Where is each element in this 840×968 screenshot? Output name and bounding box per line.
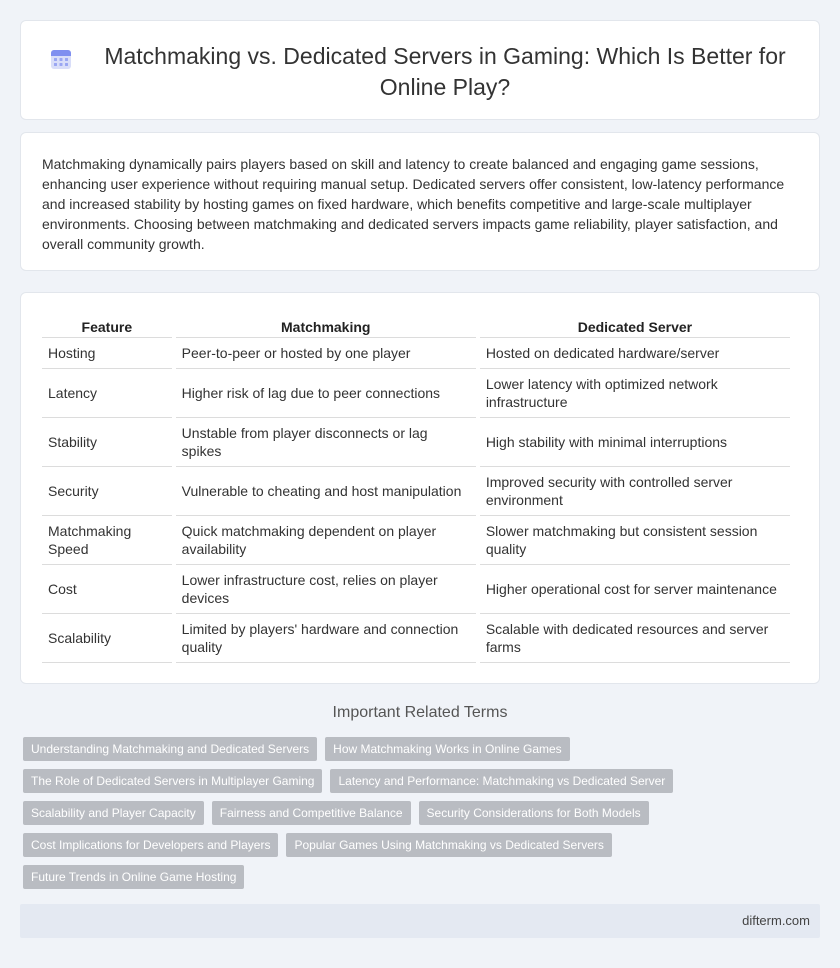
feature-cell: Latency bbox=[42, 369, 172, 418]
related-terms-list bbox=[23, 737, 723, 889]
dedicated-server-cell: Improved security with controlled server environment bbox=[480, 467, 790, 516]
table-card bbox=[20, 292, 820, 684]
table-row bbox=[42, 418, 790, 467]
header-feature: Feature bbox=[42, 314, 172, 338]
table-row bbox=[42, 369, 790, 418]
page-title: Matchmaking vs. Dedicated Servers in Gaming: Which Is Better for Online Play? bbox=[104, 43, 786, 100]
table-row bbox=[42, 614, 790, 663]
related-term-tag[interactable]: Scalability and Player Capacity bbox=[23, 801, 204, 825]
dedicated-server-cell: Hosted on dedicated hardware/server bbox=[480, 338, 790, 369]
intro-card bbox=[20, 132, 820, 271]
header-matchmaking: Matchmaking bbox=[176, 314, 476, 338]
related-term-tag[interactable]: How Matchmaking Works in Online Games bbox=[325, 737, 570, 761]
related-terms-heading: Important Related Terms bbox=[332, 704, 508, 721]
feature-cell: Scalability bbox=[42, 614, 172, 663]
matchmaking-cell: Peer-to-peer or hosted by one player bbox=[176, 338, 476, 369]
related-term-tag[interactable]: The Role of Dedicated Servers in Multiplayer Gaming bbox=[23, 769, 322, 793]
matchmaking-cell: Quick matchmaking dependent on player availability bbox=[176, 516, 476, 565]
related-term-tag[interactable]: Latency and Performance: Matchmaking vs Dedicated Server bbox=[330, 769, 673, 793]
intro-paragraph: Matchmaking dynamically pairs players based on skill and latency to create balanced and engaging game sessions, enhancing user experience without requiring manual setup. Dedicated servers offer consistent, low-latency performance and increased stability by hosting games on fixed hardware, which benefits competitive and large-scale multiplayer environments. Choosing between matchmaking and dedicated servers impacts game reliability, player satisfaction, and overall community growth. bbox=[42, 156, 785, 252]
matchmaking-cell: Lower infrastructure cost, relies on player devices bbox=[176, 565, 476, 614]
table-row bbox=[42, 516, 790, 565]
table-row bbox=[42, 565, 790, 614]
related-term-tag[interactable]: Popular Games Using Matchmaking vs Dedicated Servers bbox=[286, 833, 611, 857]
feature-cell: Security bbox=[42, 467, 172, 516]
related-term-tag[interactable]: Fairness and Competitive Balance bbox=[212, 801, 411, 825]
matchmaking-cell: Unstable from player disconnects or lag spikes bbox=[176, 418, 476, 467]
dedicated-server-cell: Higher operational cost for server maintenance bbox=[480, 565, 790, 614]
feature-cell: Matchmaking Speed bbox=[42, 516, 172, 565]
matchmaking-cell: Limited by players' hardware and connection quality bbox=[176, 614, 476, 663]
table-row bbox=[42, 338, 790, 369]
table-row bbox=[42, 467, 790, 516]
comparison-table bbox=[38, 314, 794, 663]
table-header-row bbox=[42, 314, 790, 338]
feature-cell: Stability bbox=[42, 418, 172, 467]
related-term-tag[interactable]: Future Trends in Online Game Hosting bbox=[23, 865, 244, 889]
header-dedicated-server: Dedicated Server bbox=[480, 314, 790, 338]
matchmaking-cell: Higher risk of lag due to peer connections bbox=[176, 369, 476, 418]
related-term-tag[interactable]: Cost Implications for Developers and Players bbox=[23, 833, 278, 857]
dedicated-server-cell: High stability with minimal interruptions bbox=[480, 418, 790, 467]
feature-cell: Hosting bbox=[42, 338, 172, 369]
footer-bar bbox=[20, 904, 820, 938]
footer-domain-link[interactable]: difterm.com bbox=[742, 913, 810, 928]
dedicated-server-cell: Slower matchmaking but consistent session quality bbox=[480, 516, 790, 565]
matchmaking-cell: Vulnerable to cheating and host manipulation bbox=[176, 467, 476, 516]
calendar-icon bbox=[49, 47, 73, 71]
title-card bbox=[20, 20, 820, 120]
related-term-tag[interactable]: Security Considerations for Both Models bbox=[419, 801, 649, 825]
dedicated-server-cell: Lower latency with optimized network infrastructure bbox=[480, 369, 790, 418]
dedicated-server-cell: Scalable with dedicated resources and server farms bbox=[480, 614, 790, 663]
related-term-tag[interactable]: Understanding Matchmaking and Dedicated Servers bbox=[23, 737, 317, 761]
feature-cell: Cost bbox=[42, 565, 172, 614]
